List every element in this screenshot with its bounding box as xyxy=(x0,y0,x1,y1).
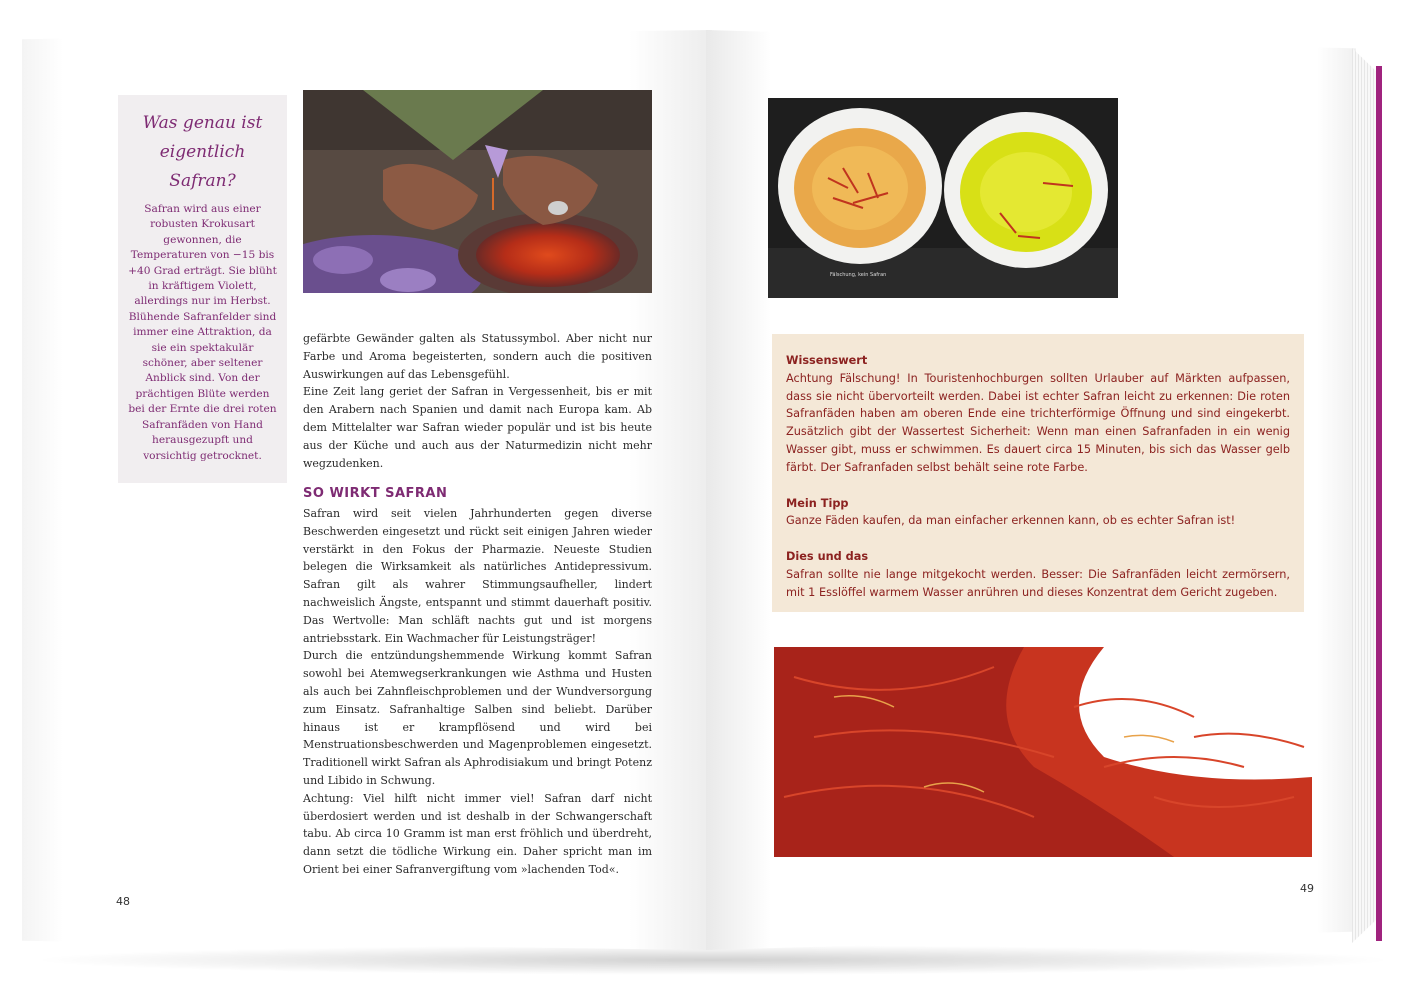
section-paragraph-2: Durch die entzündungshemmende Wirkung kommt Safran sowohl bei Atemwegserkrankungen wie Asthma und Husten als auch bei Zahnfleischproblemen und der Wundversorgung zum Einsatz. Safranhaltige Salben sind beliebt. Darüber hinaus ist er krampflösend und wird bei Menstruationsbeschwerden und Magenproblemen eingesetzt. Traditionell wirkt Safran als Aphrodisiakum und bringt Potenz und Libido in Schwung. xyxy=(303,649,652,787)
tipp-heading: Mein Tipp xyxy=(786,496,849,510)
cover-edge xyxy=(1376,66,1382,941)
info-box xyxy=(772,334,1304,612)
page-number-right: 49 xyxy=(1300,882,1314,895)
dies-heading: Dies und das xyxy=(786,550,869,564)
dies-text: Safran sollte nie lange mitgekocht werden. Besser: Die Safranfäden leicht zermörsern, mit 1 Esslöffel warmem Wasser anrühren und dieses Konzentrat dem Gericht zugeben. xyxy=(786,567,1290,599)
section-paragraph-3: Achtung: Viel hilft nicht immer viel! Safran darf nicht überdosiert werden und ist deshalb in der Schwangerschaft tabu. Ab circa 10 Gramm ist man erst fröhlich und überdreht, dann setzt die tödliche Wirkung ein. Daher spricht man im Orient bei einer Safranvergiftung vom »lachenden Tod«. xyxy=(303,791,652,876)
intro-text-block xyxy=(303,330,652,472)
photo-saffron-threads xyxy=(774,647,1312,857)
sidebar-title-line2: eigentlich Safran? xyxy=(159,142,246,191)
sidebar-text: Safran wird aus einer robusten Krokusart gewonnen, die Temperaturen von −15 bis +40 Grad erträgt. Sie blüht in kräftigem Violett, allerdings nur im Herbst. Blühende Safranfelder sind immer eine Attraktion, da sie ein spektakulär schöner, aber seltener Anblick sind. Von der prächtigen Blüte werden bei der Ernte die drei roten Safranfäden von Hand herausgezupft und vorsichtig getrocknet. xyxy=(128,203,277,462)
wissenswert-text: Achtung Fälschung! In Touristenhochburgen sollten Urlauber auf Märkten aufpassen, dass sie nicht übervorteilt werden. Dabei ist echter Safran leicht zu erkennen: Die roten Safranfäden haben am oberen Ende eine trichterförmige Öffnung und sind eingekerbt. Zusätzlich gibt der Wassertest Sicherheit: Wenn man einen Safranfaden in ein wenig Wasser gibt, muss er schwimmen. Es dauert circa 15 Minuten, bis sich das Wasser gelb färbt. Der Safranfaden selbst behält seine rote Farbe. xyxy=(786,371,1290,474)
intro-paragraph-2: Eine Zeit lang geriet der Safran in Vergessenheit, bis er mit den Arabern nach Spanien und damit nach Europa kam. Ab dem Mittelalter war Safran wieder populär und ist bis heute aus der Küche und auch aus der Naturmedizin nicht mehr wegzudenken. xyxy=(303,385,652,470)
info-block-dies-und-das xyxy=(786,548,1290,601)
section-heading: SO WIRKT SAFRAN xyxy=(303,486,448,501)
info-block-tipp xyxy=(786,495,1290,531)
sidebar-title-line1: Was genau ist xyxy=(142,113,263,133)
photo-saffron-threads-illustration xyxy=(774,647,1312,857)
photo-water-test-bowls xyxy=(768,98,1118,298)
sidebar-title xyxy=(128,109,277,196)
intro-paragraph-1: gefärbte Gewänder galten als Statussymbol. Aber nicht nur Farbe und Aroma begeisterten, sondern auch die positiven Auswirkungen auf das Lebensgefühl. xyxy=(303,332,652,381)
section-text-block xyxy=(303,505,652,879)
photo-water-test-illustration xyxy=(768,98,1118,298)
photo-caption-left: Fälschung, kein Safran xyxy=(830,272,887,278)
photo-saffron-harvest-illustration xyxy=(303,90,652,293)
info-block-wissenswert xyxy=(786,352,1290,477)
wissenswert-heading: Wissenswert xyxy=(786,354,868,367)
tipp-text: Ganze Fäden kaufen, da man einfacher erkennen kann, ob es echter Safran ist! xyxy=(786,514,1236,528)
sidebar-box xyxy=(118,95,287,483)
section-paragraph-1: Safran wird seit vielen Jahrhunderten gegen diverse Beschwerden eingesetzt und rückt seit einigen Jahren wieder verstärkt in den Fokus der Pharmazie. Neueste Studien belegen die Wirksamkeit als natürliches Antidepressivum. Safran gilt als wahrer Stimmungsaufheller, lindert nachweislich Ängste, entspannt und stimmt dauerhaft positiv. Das Wertvolle: Man schläft nachts gut und ist morgens antriebsstark. Ein Wachmacher für Leistungsträger! xyxy=(303,507,652,645)
page-number-left: 48 xyxy=(116,895,130,908)
photo-saffron-harvest xyxy=(303,90,652,293)
